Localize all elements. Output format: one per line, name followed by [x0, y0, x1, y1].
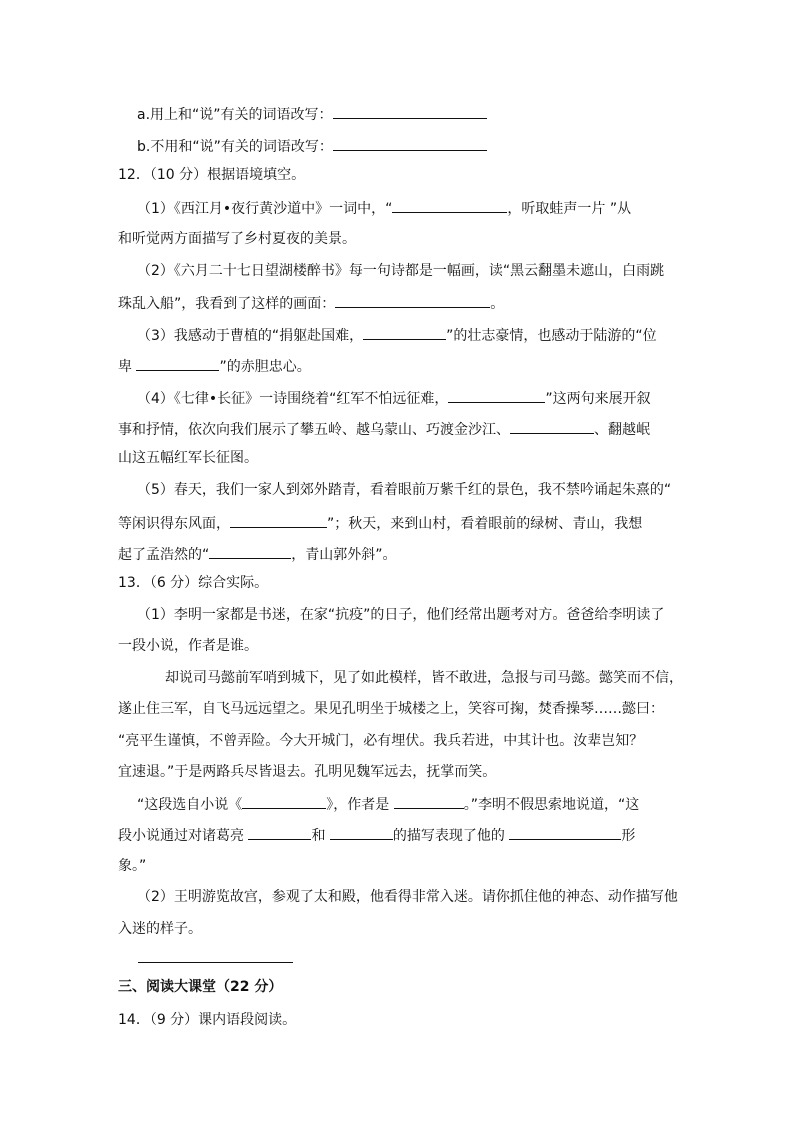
q13-ans-text-g: 形: [621, 828, 636, 844]
q12-p1-text-a: （1）《西江月•夜行黄沙道中》一词中，“: [137, 201, 393, 217]
section-3-heading: 三、阅读大课堂（22 分）: [118, 979, 283, 995]
q13-desc-blank-2[interactable]: [330, 824, 393, 840]
passage-line-3: “亮平生谨慎，不曾弄险。今大开城门，必有埋伏。我兵若进，中其计也。汝辈岂知？: [118, 733, 644, 749]
q14-heading: 14．（9 分）课内语段阅读。: [118, 1012, 297, 1028]
q12-p5-text-e: ，青山郭外斜”。: [291, 547, 397, 563]
q13-ans-text-d: 段小说通过对诸葛亮: [118, 828, 249, 844]
q12-p2-text-b: 珠乱入船”，我看到了这样的画面：: [118, 296, 336, 312]
q12-p3-line2: [118, 355, 311, 377]
q11-a-label: a.用上和“说”有关的词语改写：: [137, 107, 333, 123]
q12-p2-line2: [118, 292, 504, 314]
q12-p3-line1: [137, 324, 657, 346]
q11-a-blank[interactable]: [333, 103, 487, 119]
q12-p4-line1: [137, 387, 651, 409]
q12-p5-text-c: ”；秋天，来到山村，看着眼前的绿树、青山，我想: [327, 516, 643, 532]
q13-ans-text-b: 》，作者是: [326, 797, 394, 813]
q13-p2-answer-line[interactable]: [138, 962, 293, 963]
q13-heading: 13．（6 分）综合实际。: [118, 575, 269, 591]
q13-image-blank[interactable]: [509, 824, 621, 840]
q12-p1-blank[interactable]: [392, 197, 507, 213]
q13-novel-blank[interactable]: [242, 793, 326, 809]
q12-p2-text-c: 。: [490, 296, 505, 312]
q11-line-b: [137, 135, 487, 157]
q12-p4-blank-1[interactable]: [448, 387, 545, 403]
q12-p3-text-a: （3）我感动于曹植的“捐躯赴国难，: [137, 328, 364, 344]
q12-p2-line1: （2）《六月二十七日望湖楼醉书》每一句诗都是一幅画，读“黑云翻墨未遮山，白雨跳: [137, 263, 665, 279]
q12-p5-line2: [118, 512, 642, 534]
q12-p4-text-b: ”这两句来展开叙: [545, 391, 651, 407]
q13-p1-line2: 一段小说，作者是谁。: [118, 638, 258, 654]
q12-p5-line1: （5）春天，我们一家人到郊外踏青，看着眼前万紫千红的景色，我不禁吟诵起朱熹的“: [137, 482, 672, 498]
q13-answer-line3: 象。”: [118, 858, 147, 874]
q12-p4-blank-2[interactable]: [510, 418, 594, 434]
q13-ans-text-c: 。”李明不假思索地说道，“这: [463, 797, 640, 813]
q13-p1-line1: （1）李明一家都是书迷，在家“抗疫”的日子，他们经常出题考对方。爸爸给李明读了: [137, 607, 665, 623]
q12-p4-text-d: 、翻越岷: [594, 422, 650, 438]
q12-p4-text-a: （4）《七律•长征》一诗围绕着“红军不怕远征难，: [137, 391, 449, 407]
q12-p2-blank[interactable]: [335, 292, 490, 308]
q12-p4-line3: 山这五幅红军长征图。: [118, 450, 258, 466]
q12-p5-text-b: 等闲识得东风面，: [118, 516, 230, 532]
q12-p5-line3: [118, 543, 397, 565]
passage-line-2: 遂止住三军，自飞马远远望之。果见孔明坐于城楼之上，笑容可掬，焚香操琴……懿曰：: [118, 701, 664, 717]
q12-p1-line2: 和听觉两方面描写了乡村夏夜的美景。: [118, 231, 356, 247]
q13-answer-line2: [118, 824, 635, 846]
q13-ans-text-e: 和: [311, 828, 330, 844]
q13-p2-line2: 入迷的样子。: [118, 921, 202, 937]
q12-p5-text-d: 起了孟浩然的“: [118, 547, 210, 563]
q12-p3-blank-2[interactable]: [136, 355, 219, 371]
q13-p2-line1: （2）王明游览故宫，参观了太和殿，他看得非常入迷。请你抓住他的神态、动作描写他: [137, 889, 678, 905]
q13-author-blank[interactable]: [394, 793, 464, 809]
q12-p3-text-d: ”的赤胆忠心。: [219, 359, 311, 375]
q12-p1-text-b: ，听取蛙声一片 ”从: [507, 201, 632, 217]
passage-line-1: 却说司马懿前军哨到城下，见了如此模样，皆不敢进，急报与司马懿。懿笑而不信，: [165, 670, 683, 686]
q12-p4-text-c: 事和抒情，依次向我们展示了攀五岭、越乌蒙山、巧渡金沙江、: [118, 422, 510, 438]
q11-line-a: [137, 103, 487, 125]
q13-ans-text-f: 的描写表现了他的: [392, 828, 510, 844]
q11-b-blank[interactable]: [333, 135, 487, 151]
q13-desc-blank-1[interactable]: [248, 824, 311, 840]
q12-p3-blank-1[interactable]: [363, 324, 446, 340]
q12-p1-line1: [137, 197, 631, 219]
q12-p5-blank-2[interactable]: [209, 543, 291, 559]
q13-answer-line1: [137, 793, 639, 815]
q12-heading: 12．（10 分）根据语境填空。: [118, 167, 306, 183]
q11-b-label: b.不用和“说”有关的词语改写：: [137, 139, 333, 155]
q12-p3-text-c: 卑: [118, 359, 137, 375]
q12-p3-text-b: ”的壮志豪情，也感动于陆游的“位: [446, 328, 657, 344]
passage-line-4: 宜速退。”于是两路兵尽皆退去。孔明见魏军远去，抚掌而笑。: [118, 764, 497, 780]
q13-ans-text-a: “这段选自小说《: [137, 797, 243, 813]
q12-p4-line2: [118, 418, 650, 440]
q12-p5-blank-1[interactable]: [230, 512, 327, 528]
